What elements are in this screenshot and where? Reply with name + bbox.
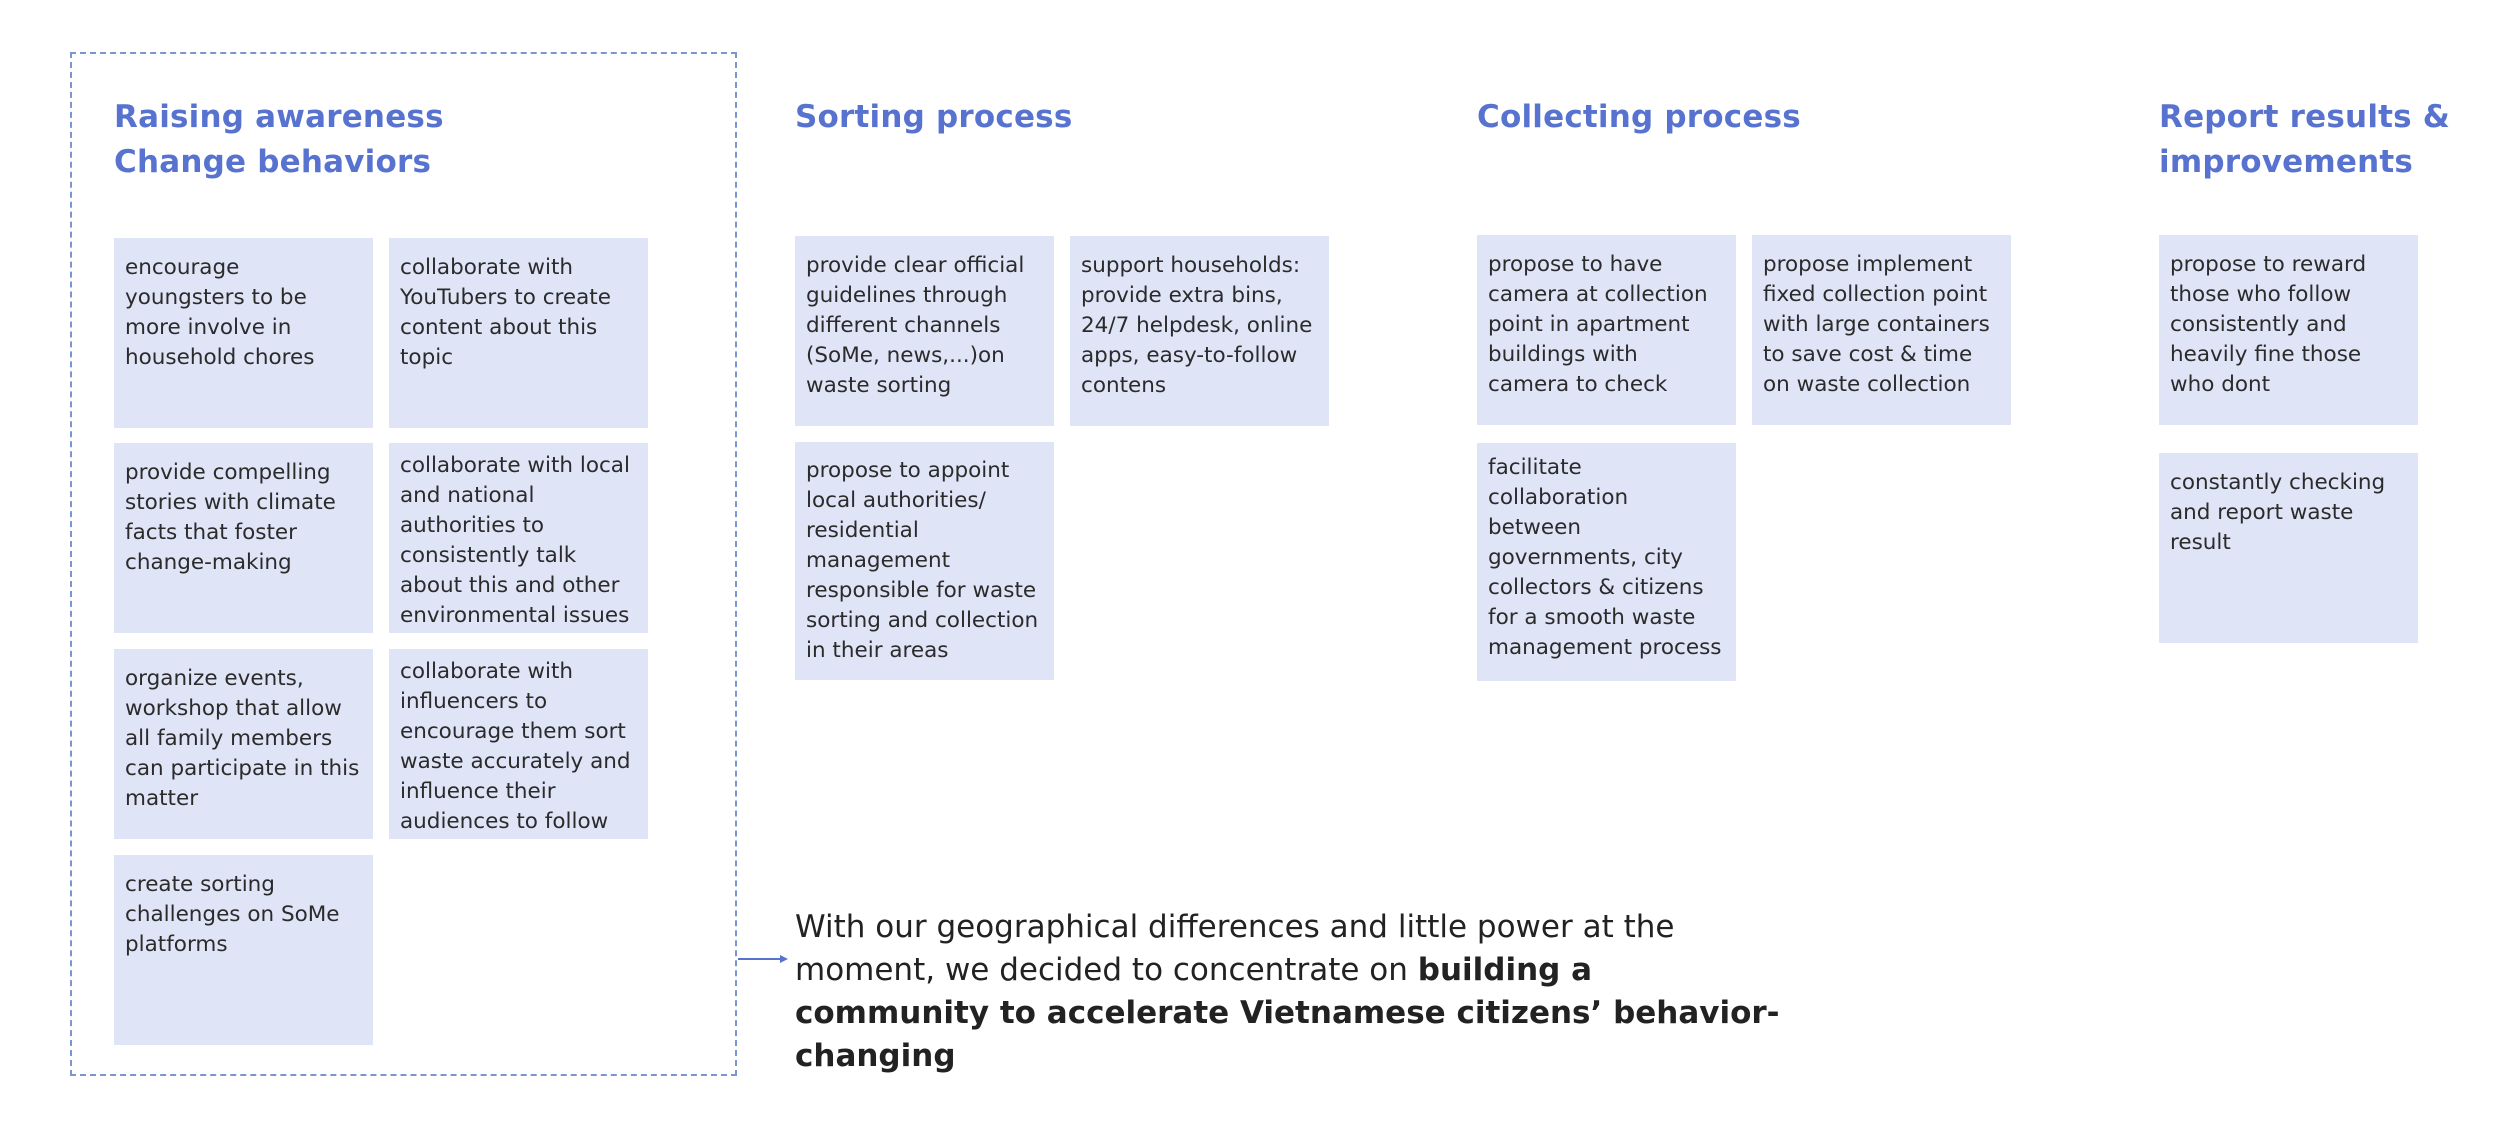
sticky-note: constantly checking and report waste result [2159,453,2418,643]
sticky-note: propose implement fixed collection point with large containers to save cost & time on waste collection [1752,235,2011,425]
sticky-note: collaborate with YouTubers to create content about this topic [389,238,648,428]
sticky-note: provide clear official guidelines through different channels (SoMe, news,...)on waste sorting [795,236,1054,426]
column-title-line: Sorting process [795,99,1073,135]
column-title-collecting-process [1477,95,1801,140]
statement-bold-text: building a community to accelerate Vietnamese citizens’ behavior-changing [795,952,1780,1074]
sticky-note: propose to reward those who follow consistently and heavily fine those who dont [2159,235,2418,425]
column-title-line: Collecting process [1477,99,1801,135]
conclusion-statement [795,906,1795,1078]
column-title-report-results [2159,95,2450,185]
statement-plain-text: With our geographical differences and little power at the moment, we decided to concentrate on [795,909,1675,988]
sticky-note: propose to appoint local authorities/ residential management responsible for waste sorting and collection in their areas [795,442,1054,680]
sticky-note: create sorting challenges on SoMe platforms [114,855,373,1045]
sticky-note: collaborate with local and national authorities to consistently talk about this and other environmental issues [389,443,648,633]
column-title-line: Raising awareness [114,99,444,135]
sticky-note: support households: provide extra bins, 24/7 helpdesk, online apps, easy-to-follow contens [1070,236,1329,426]
sticky-note: propose to have camera at collection point in apartment buildings with camera to check [1477,235,1736,425]
column-title-raising-awareness [114,95,444,185]
sticky-note: facilitate collaboration between governments, city collectors & citizens for a smooth waste management process [1477,443,1736,681]
sticky-note: encourage youngsters to be more involve in household chores [114,238,373,428]
sticky-note: organize events, workshop that allow all family members can participate in this matter [114,649,373,839]
column-title-line: Report results & [2159,99,2451,135]
sticky-note: collaborate with influencers to encourage them sort waste accurately and influence their audiences to follow [389,649,648,839]
column-title-line: Change behaviors [114,144,432,180]
connector-arrow-icon [738,950,788,970]
sticky-note: provide compelling stories with climate facts that foster change-making [114,443,373,633]
column-title-sorting-process [795,95,1073,140]
column-title-line: improvements [2159,144,2414,180]
